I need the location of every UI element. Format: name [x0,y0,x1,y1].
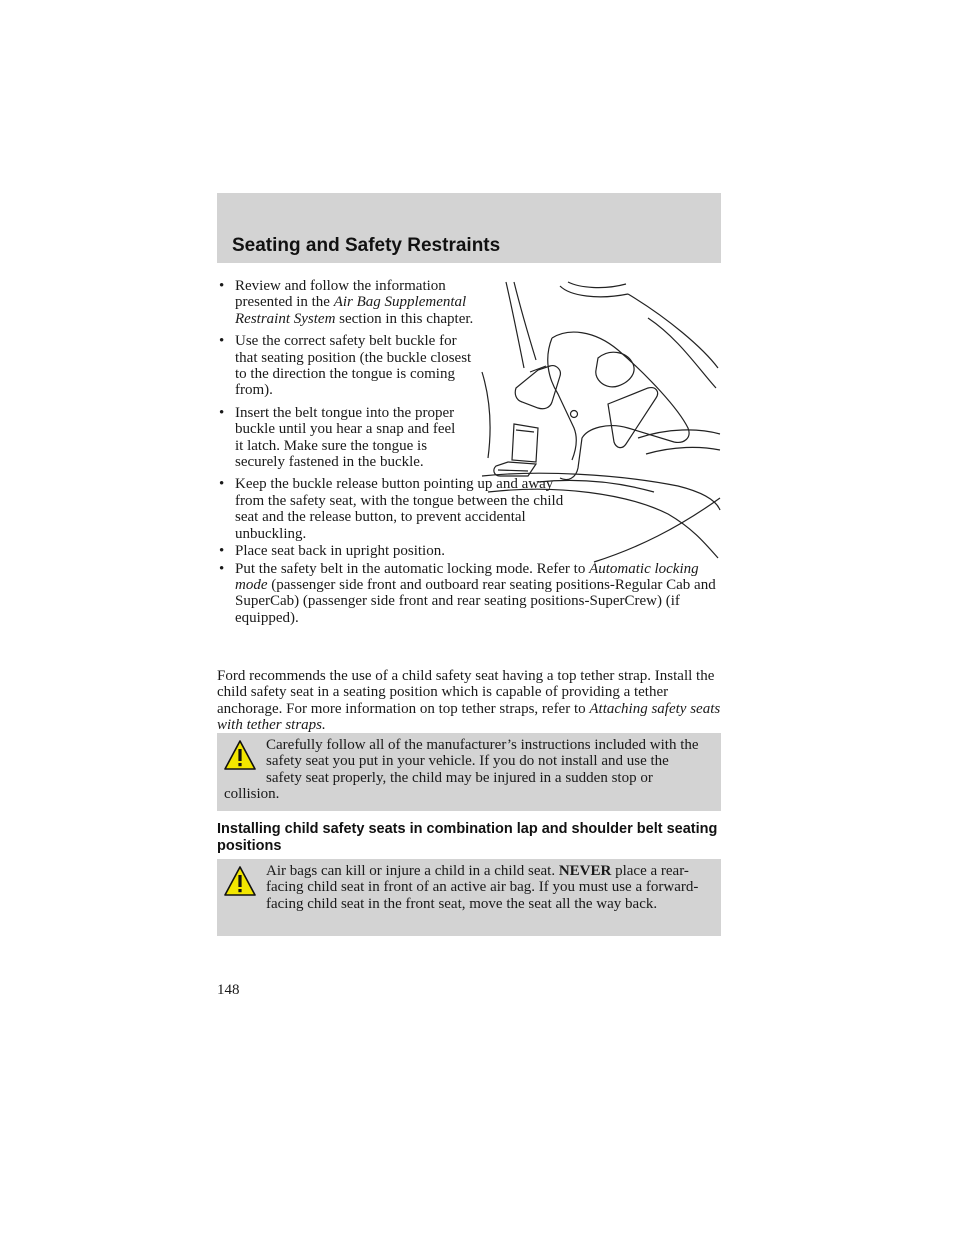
bullet-dot: • [219,278,225,294]
list-item: • Keep the buckle release button pointing up and away from the safety seat, with the tongue between the child seat and the release button, to prevent accidental unbuckling. [219,476,564,542]
warning-triangle-icon [224,865,256,897]
warning-triangle-icon [224,739,256,771]
warning-text: Air bags can kill or injure a child in a child seat. NEVER place a rear-facing child seat in front of an active air bag. If you must use a forward-facing child seat in the front seat, move the seat all the way back. [266,863,699,912]
tether-paragraph: Ford recommends the use of a child safety seat having a top tether strap. Install the child safety seat in a seating position which is capable of providing a tether anchorage. For more information on top tether straps, refer to Attaching safety seats with tether straps. [217,668,721,734]
list-item: • Review and follow the information presented in the Air Bag Supplemental Restraint System section in this chapter. [219,278,474,327]
bullet-dot: • [219,560,225,577]
section-title: Seating and Safety Restraints [232,235,501,256]
bullet-dot: • [219,333,225,350]
warning-text: Carefully follow all of the manufacturer’s instructions included with the safety seat you put in your vehicle. If you do not install and use the safety seat properly, the child may be injured in a sudden stop or collision. [224,737,699,803]
list-item: • Insert the belt tongue into the proper buckle until you hear a snap and feel it latch. Make sure the tongue is securely fastened in the buckle. [219,404,456,471]
page-number: 148 [217,982,240,998]
bullet-dot: • [219,404,225,421]
list-item: • Use the correct safety belt buckle for that seating position (the buckle closest to the direction the tongue is coming from). [219,333,472,399]
subheading: Installing child safety seats in combination lap and shoulder belt seating positions [217,821,718,854]
instruction-list [217,278,721,632]
bullet-dot: • [219,543,225,560]
warning-box [217,859,721,936]
list-item: • Place seat back in upright position. [219,543,445,560]
list-item: • Put the safety belt in the automatic locking mode. Refer to Automatic locking mode (passenger side front and outboard rear seating positions-Regular Cab and SuperCab) (passenger side front and rear seating positions-SuperCrew) (if equipped). [219,560,716,626]
warning-box [217,733,721,811]
section-header-band [217,193,721,263]
bullet-dot: • [219,476,225,493]
